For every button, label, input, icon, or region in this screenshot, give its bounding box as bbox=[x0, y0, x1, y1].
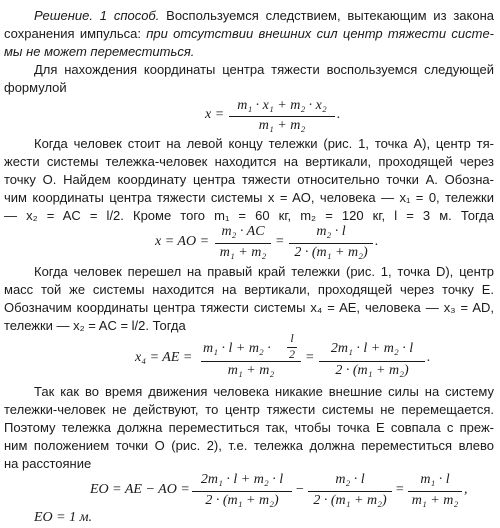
paragraph-3-line-2: жести системы тележка-человек находится на вертикали, проходящей через bbox=[4, 154, 494, 169]
result-line: EO = 1 м. bbox=[34, 510, 93, 525]
formula-lhs: EO = AE − AO = bbox=[90, 482, 190, 497]
solution-text: Воспользуемся следствием, вытекающим из закона bbox=[159, 8, 494, 23]
formula-denominator: m₁ + m₂ bbox=[258, 118, 306, 133]
formula-end: . bbox=[427, 350, 431, 365]
formula-end: . bbox=[375, 234, 379, 249]
fraction-bar bbox=[408, 491, 462, 492]
formula-numerator: m₂ · l bbox=[335, 472, 365, 487]
formula-denominator: 2 · (m₁ + m₂) bbox=[294, 245, 368, 260]
formula-end: . bbox=[337, 107, 341, 122]
paragraph-2-line-1: Для нахождения координаты центра тяжести воспользуемся следующей bbox=[34, 62, 494, 77]
equals-sign: = bbox=[305, 350, 315, 365]
fraction-bar bbox=[192, 491, 292, 492]
formula-numerator: 2m₁ · l + m₂ · l bbox=[200, 472, 284, 487]
paragraph-3-line-4: чим координаты центра тяжести системы x = AO, человека — x₁ = 0, тележки bbox=[4, 190, 494, 205]
formula-numerator: m₂ · AC bbox=[221, 224, 265, 239]
formula-lhs: x₄ = AE = bbox=[135, 350, 193, 365]
paragraph-2-line-2: формулой bbox=[4, 80, 67, 95]
formula-numerator: 2m₁ · l + m₂ · l bbox=[330, 341, 414, 356]
formula-denominator: 2 · (m₁ + m₂) bbox=[313, 493, 387, 508]
paragraph-5-line-4: ним положением точки O (рис. 2), т.е. тележка должна переместиться влево bbox=[4, 438, 494, 453]
formula-numerator: m₁ · l + m₂ · bbox=[203, 341, 271, 356]
paragraph-3-line-1: Когда человек стоит на левой концу тележки (рис. 1, точка A), центр тя- bbox=[34, 136, 494, 151]
fraction-bar bbox=[215, 243, 271, 244]
fraction-bar bbox=[308, 491, 392, 492]
principle-text: при отсутствии внешних сил центр тяжести систе- bbox=[146, 26, 494, 41]
equals-sign: = bbox=[395, 482, 405, 497]
solution-line-1 bbox=[34, 8, 494, 23]
text-span: сохранения импульса: bbox=[4, 26, 147, 41]
formula-denominator: 2 · (m₁ + m₂) bbox=[205, 493, 279, 508]
formula-lhs: x = AO = bbox=[155, 234, 210, 249]
paragraph-4-line-3: Обозначим координаты центра тяжести системы x₄ = AE, человека — x₃ = AD, bbox=[4, 300, 494, 315]
formula-numerator: m₂ · l bbox=[316, 224, 346, 239]
formula-denominator: m₁ + m₂ bbox=[219, 245, 267, 260]
fraction-bar bbox=[229, 116, 335, 117]
minus-sign: − bbox=[295, 482, 305, 497]
formula-numerator: m₁ · x₁ + m₂ · x₂ bbox=[237, 98, 327, 113]
paragraph-4-line-4: тележки — x₂ = AC = l/2. Тогда bbox=[4, 318, 186, 333]
formula-denominator: m₁ + m₂ bbox=[227, 363, 275, 378]
fraction-bar bbox=[289, 243, 373, 244]
paragraph-3-line-3: точку O. Найдем координату центра тяжести относительно точки A. Обозна- bbox=[4, 172, 494, 187]
paragraph-5-line-1: Так как во время движения человека никакие внешние силы на систему bbox=[34, 384, 494, 399]
formula-denominator: m₁ + m₂ bbox=[411, 493, 459, 508]
paragraph-5-line-2: тележки-человек не действуют, то центр тяжести системы не перемещается. bbox=[4, 402, 494, 417]
solution-line-3: мы не может переместиться. bbox=[4, 44, 195, 59]
equals-sign: = bbox=[275, 234, 285, 249]
paragraph-4-line-1: Когда человек перешел на правый край тележки (рис. 1, точка D), центр bbox=[34, 264, 494, 279]
paragraph-5-line-5: на расстояние bbox=[4, 456, 92, 471]
small-denominator: 2 bbox=[289, 347, 295, 361]
solution-label: Решение. 1 способ. bbox=[34, 8, 160, 23]
paragraph-4-line-2: масс той же системы находится на вертикали, проходящей через точку E. bbox=[4, 282, 494, 297]
solution-line-2 bbox=[4, 26, 494, 41]
small-numerator: l bbox=[290, 331, 294, 345]
formula-numerator: m₁ · l bbox=[420, 472, 450, 487]
formula-lhs: x = bbox=[205, 107, 225, 122]
formula-denominator: 2 · (m₁ + m₂) bbox=[335, 363, 409, 378]
paragraph-3-line-5: — x₂ = AC = l/2. Кроме того m₁ = 60 кг, m₂ = 120 кг, l = 3 м. Тогда bbox=[4, 208, 494, 223]
formula-end: , bbox=[464, 482, 468, 497]
paragraph-5-line-3: Поэтому тележка должна переместиться так, чтобы точка E совпала с преж- bbox=[4, 420, 494, 435]
fraction-bar bbox=[201, 361, 301, 362]
fraction-bar bbox=[319, 361, 425, 362]
